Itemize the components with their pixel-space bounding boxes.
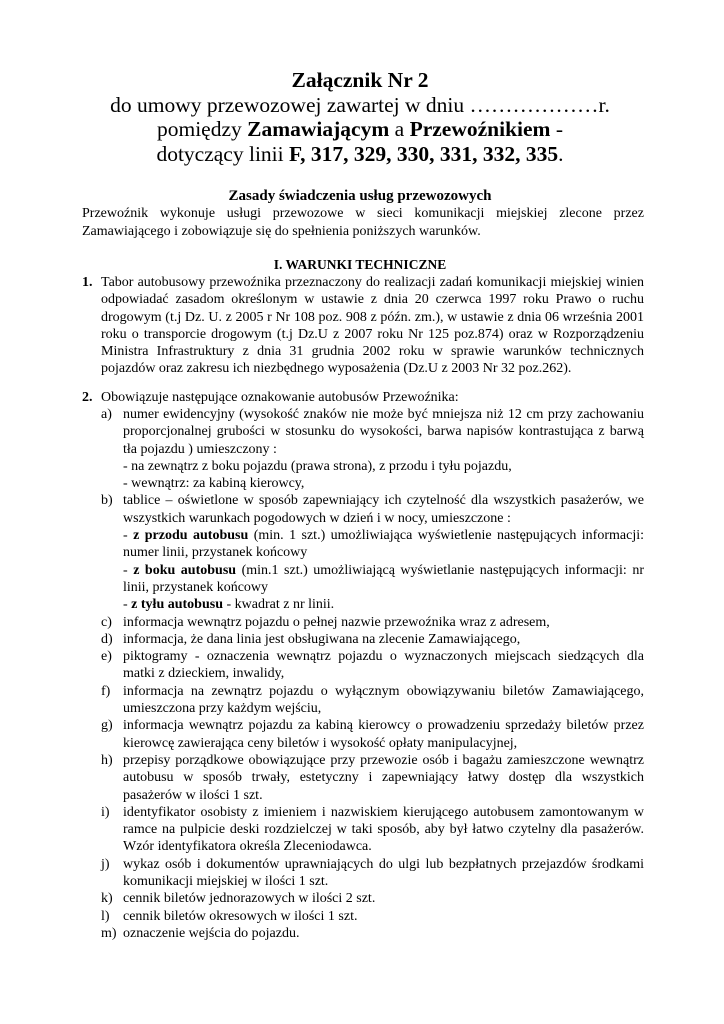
item-text: tablice – oświetlone w sposób zapewniający ich czytelność dla wszystkich pasażerów, we wszystkich warunkach pogodowych w dzień i w nocy, umieszczone :	[123, 493, 644, 526]
numbered-item-1	[82, 274, 644, 378]
intro-paragraph: Przewoźnik wykonuje usługi przewozowe w sieci komunikacji miejskiej zlecone przez Zamawiającego i zobowiązuje się do spełnienia poniższych warunków.	[82, 206, 644, 239]
item-text: informacja na zewnątrz pojazdu o wyłącznym obowiązywaniu biletów Zamawiającego, umieszczona przy każdym wejściu,	[123, 683, 644, 717]
item-letter: b)	[101, 493, 113, 509]
list-item-a	[101, 406, 644, 492]
item-letter: a)	[101, 407, 112, 422]
bus-lines: F, 317, 329, 330, 331, 332, 335	[289, 141, 559, 166]
rear-text: - kwadrat z nr linii.	[222, 597, 335, 613]
side-label: z boku autobusu	[133, 562, 237, 578]
side-display	[123, 562, 644, 597]
party-orderer: Zamawiającym	[247, 117, 390, 141]
item-letter: f)	[101, 683, 111, 699]
lines-suffix: .	[558, 141, 564, 166]
party-carrier: Przewoźnikiem	[409, 117, 551, 141]
item-letter: d)	[101, 631, 113, 647]
document-header	[60, 68, 660, 166]
list-item-d	[101, 631, 644, 648]
parties-suffix: -	[550, 117, 564, 141]
item-text: Obowiązuje następujące oznakowanie autobusów Przewoźnika:	[101, 390, 459, 405]
item-letter: l)	[101, 908, 110, 924]
item-text: informacja, że dana linia jest obsługiwana na zlecenie Zamawiającego,	[123, 631, 521, 647]
item-letter: h)	[101, 752, 113, 768]
parties-prefix: pomiędzy	[156, 117, 248, 141]
list-item-j	[101, 856, 644, 891]
item-letter: c)	[101, 614, 112, 630]
item-number: 2.	[82, 390, 93, 405]
parties-line	[60, 117, 660, 142]
list-item-c	[101, 614, 644, 631]
contract-line: do umowy przewozowej zawartej w dniu ………………r.	[110, 92, 610, 117]
lines-line	[60, 142, 660, 167]
numbered-item-2	[82, 389, 644, 406]
rear-display	[123, 596, 644, 613]
dash: -	[123, 528, 134, 544]
item-text: cennik biletów jednorazowych w ilości 2 szt.	[123, 891, 376, 907]
annex-title: Załącznik Nr 2	[291, 68, 429, 92]
item-number: 1.	[82, 275, 93, 290]
item-letter: m)	[101, 925, 117, 941]
parties-middle: a	[389, 117, 410, 141]
item-text: piktogramy - oznaczenia wewnątrz pojazdu o wyznaczonych miejscach siedzących dla matki z dzieckiem, inwalidy,	[123, 649, 644, 682]
item-text: cennik biletów okresowych w ilości 1 szt.	[123, 908, 358, 924]
front-display	[123, 527, 644, 562]
item-letter: k)	[101, 891, 113, 907]
list-item-b	[101, 492, 644, 613]
rear-label: z tyłu autobusu	[131, 597, 223, 613]
list-item-e	[101, 648, 644, 683]
dash: -	[123, 597, 132, 613]
item-letter: e)	[101, 649, 112, 665]
item-text: numer ewidencyjny (wysokość znaków nie może być mniejsza niż 12 cm przy zachowaniu proporcjonalnej grubości w stosunku do wysokości, barwa napisów kontrastująca z barwą tła pojazdu ) umieszczony :	[123, 407, 644, 457]
list-item-g	[101, 717, 644, 752]
item-text: przepisy porządkowe obowiązujące przy przewozie osób i bagażu zamieszczone wewnątrz autobusu w sposób trwały, estetyczny i zapewniający łatwy dostęp dla wszystkich pasażerów w ilości 1 szt.	[123, 752, 644, 803]
item-text: identyfikator osobisty z imieniem i nazwiskiem kierującego autobusem zamontowanym w ramce na pulpicie deski rozdzielczej w taki sposób, aby był łatwo czytelny dla pasażerów. Wzór identyfikatora określa Zleceniodawca.	[123, 804, 644, 855]
side-text: (min.1 szt.) umożliwiającą wyświetlanie następujących informacji: nr linii, przystanek końcowy	[123, 562, 645, 595]
list-item-l	[101, 908, 644, 925]
subtitle: Zasady świadczenia usług przewozowych	[228, 188, 492, 204]
item-letter: j)	[101, 856, 110, 872]
item-text: Tabor autobusowy przewoźnika przeznaczony do realizacji zadań komunikacji miejskiej winien odpowiadać zasadom określonym w ustawie z dnia 20 czerwca 1997 roku Prawo o ruchu drogowym (t.j Dz. U. z 2005 r Nr 108 poz. 908 z późn. zm.), w ustawie z dnia 06 września 2001 roku o transporcie drogowym (t.j Dz.U z 2007 roku Nr 125 poz.874) oraz w Rozporządzeniu Ministra Infrastruktury z dnia 31 grudnia 2002 roku w sprawie warunków technicznych pojazdów oraz zakresu ich niezbędnego wyposażenia (Dz.U z 2003 Nr 32 poz.262).	[101, 275, 644, 377]
item-text: informacja wewnątrz pojazdu za kabiną kierowcy o prowadzeniu sprzedaży biletów przez kierowcę zawierająca ceny biletów i wysokość opłaty manipulacyjnej,	[123, 718, 644, 751]
marking-list	[101, 406, 644, 942]
front-text: (min. 1 szt.) umożliwiająca wyświetlenie następujących informacji: numer linii, przystanek końcowy	[123, 528, 644, 561]
item-text: oznaczenie wejścia do pojazdu.	[123, 925, 300, 941]
dash: -	[123, 562, 134, 578]
section-title: I. WARUNKI TECHNICZNE	[273, 257, 447, 272]
sub-item: - wewnątrz: za kabiną kierowcy,	[123, 476, 305, 492]
list-item-h	[101, 752, 644, 804]
list-item-f	[101, 683, 644, 718]
list-item-k	[101, 890, 644, 907]
front-label: z przodu autobusu	[133, 528, 249, 544]
item-letter: g)	[101, 718, 113, 734]
list-item-m	[101, 925, 644, 942]
lines-prefix: dotyczący linii	[156, 141, 289, 166]
list-item-i	[101, 804, 644, 856]
item-text: wykaz osób i dokumentów uprawniających do ulgi lub bezpłatnych przejazdów środkami komunikacji miejskiej w ilości 1 szt.	[123, 856, 644, 890]
item-letter: i)	[101, 804, 110, 820]
sub-item: - na zewnątrz z boku pojazdu (prawa strona), z przodu i tyłu pojazdu,	[123, 458, 512, 474]
item-text: informacja wewnątrz pojazdu o pełnej nazwie przewoźnika wraz z adresem,	[123, 614, 550, 630]
